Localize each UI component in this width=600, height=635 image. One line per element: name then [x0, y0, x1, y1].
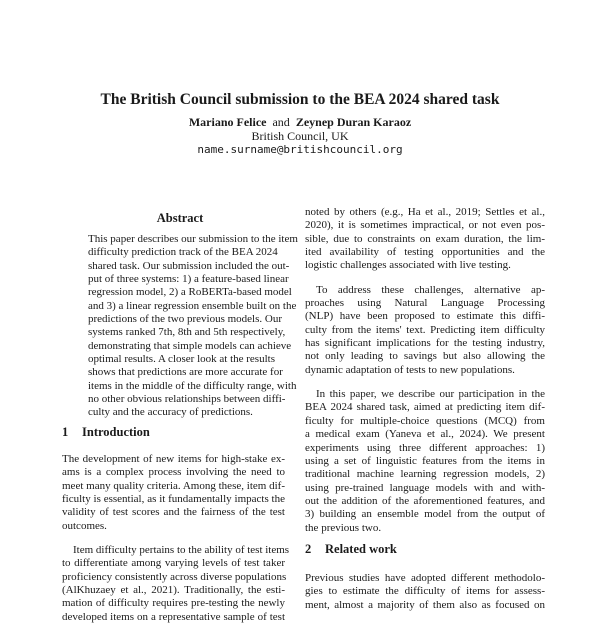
- author-2: Zeynep Duran Karaoz: [295, 115, 412, 129]
- text-line: meet many quality criteria. Among these, item dif-: [62, 479, 285, 492]
- text-line: ams is a complex process involving the need to: [62, 466, 285, 479]
- text-line: experiments using three different approaches: 1): [305, 441, 545, 454]
- text-line: To address these challenges, alternative ap-: [316, 283, 545, 296]
- text-line: dynamic adaptation of tests to new populations.: [305, 363, 515, 376]
- paper-title: The British Council submission to the BEA 2024 shared task: [100, 91, 500, 108]
- email: name.surname@britishcouncil.org: [197, 143, 403, 156]
- author-1: Mariano Felice: [188, 115, 267, 129]
- authors: [0, 115, 600, 130]
- paragraph: [305, 206, 545, 273]
- related-work-body: [305, 572, 545, 623]
- text-line: proaches using Natural Language Processing: [305, 297, 545, 310]
- text-line: proficiency consistently across diverse populations: [62, 570, 287, 583]
- text-line: and 3) a linear regression ensemble built on the: [88, 299, 297, 312]
- text-line: difficulty prediction track of the BEA 2024: [88, 246, 278, 259]
- abstract-body: [88, 233, 298, 431]
- text-line: optimal results. A closer look at the results: [88, 353, 275, 366]
- section-introduction-heading: [62, 425, 150, 440]
- paragraph: [88, 233, 298, 420]
- paragraph: [62, 453, 285, 533]
- paragraph: [62, 544, 290, 624]
- text-line: culty from the items' text. Predicting item difficulty: [305, 323, 545, 336]
- text-line: validity of test scores and the fairness of the test: [62, 506, 285, 519]
- text-line: (NLP) have been proposed to estimate this diffi-: [305, 310, 545, 323]
- text-line: Item difficulty pertains to the ability of test items: [73, 544, 290, 557]
- text-line: the previous two.: [305, 521, 382, 534]
- text-line: In this paper, we describe our participation in the: [316, 388, 545, 401]
- text-line: put of three systems: 1) a feature-based linear: [88, 273, 289, 286]
- text-line: developed items on a representative sample of test: [62, 610, 285, 623]
- paragraph: [305, 284, 545, 377]
- section-number: 2: [305, 542, 312, 556]
- text-line: traditional machine learning regression models, 2): [305, 468, 545, 481]
- text-line: a medical exam (Yaneva et al., 2024). We present: [305, 428, 545, 441]
- text-line: demonstrating that simple models can achieve: [88, 339, 292, 352]
- text-line: regression model, 2) a RoBERTa-based model: [88, 286, 292, 299]
- text-line: ficulty is essential, as it fundamentally impacts the: [62, 493, 285, 506]
- text-line: noted by others (e.g., Ha et al., 2019; Settles et al.,: [305, 206, 545, 218]
- text-line: logistic challenges associated with live testing.: [305, 259, 511, 272]
- section-number: 1: [62, 425, 69, 439]
- text-line: Previous studies have adopted different methodolo-: [305, 572, 545, 584]
- text-line: not only leading to savings but also allowing the: [305, 350, 545, 363]
- text-line: (AlKhuzaey et al., 2021). Traditionally, the esti-: [62, 584, 285, 597]
- text-line: shows that predictions are more accurate for: [88, 366, 283, 379]
- text-line: using a set of linguistic features from the items in: [305, 454, 545, 467]
- section-title: Introduction: [82, 425, 150, 439]
- text-line: 2020), it is sometimes impractical, or not even pos-: [305, 219, 545, 232]
- text-line: shared task. Our submission included the out-: [88, 259, 290, 272]
- text-line: ited availability of testing opportunities and the: [305, 246, 545, 259]
- text-line: 3) building an ensemble model from the output of: [305, 508, 545, 521]
- text-line: predictions of the two previous models. Our: [88, 313, 282, 326]
- paragraph: [305, 572, 545, 612]
- text-line: sible, due to constraints on exam duration, the lim-: [305, 232, 545, 245]
- text-line: using pre-trained language models with and with-: [305, 481, 545, 494]
- text-line: The development of new items for high-stake ex-: [62, 453, 285, 465]
- text-line: gies to estimate the difficulty of items for assess-: [305, 585, 545, 598]
- text-line: culty and the accuracy of predictions.: [88, 406, 253, 419]
- paragraph: [305, 388, 545, 535]
- introduction-body: [62, 453, 290, 635]
- text-line: to differentiate among varying levels of test taker: [62, 557, 285, 570]
- text-line: has significant implications for the testing industry,: [305, 337, 545, 350]
- text-line: outcomes.: [62, 519, 107, 532]
- text-line: ficulty for multiple-choice questions (MCQ) from: [305, 414, 545, 427]
- right-column-body: [305, 206, 545, 546]
- author-and: and: [272, 115, 290, 129]
- affiliation: British Council, UK: [251, 129, 349, 143]
- text-line: no other obvious relationships between diffi-: [88, 393, 286, 406]
- text-line: This paper describes our submission to the item: [88, 233, 298, 245]
- abstract-heading-text: Abstract: [156, 211, 204, 225]
- text-line: out the addition of the aforementioned features, and: [305, 494, 545, 507]
- section-related-work-heading: [305, 542, 397, 557]
- section-title: Related work: [325, 542, 397, 556]
- text-line: BEA 2024 shared task, aimed at predicting item dif-: [305, 401, 545, 414]
- text-line: items in the middle of the difficulty range, with: [88, 379, 297, 392]
- text-line: ment, almost a majority of them also as focused on: [305, 598, 545, 611]
- text-line: mation of difficulty requires pre-testing the newly: [62, 597, 285, 610]
- text-line: systems ranked 7th, 8th and 5th respectively,: [88, 326, 286, 339]
